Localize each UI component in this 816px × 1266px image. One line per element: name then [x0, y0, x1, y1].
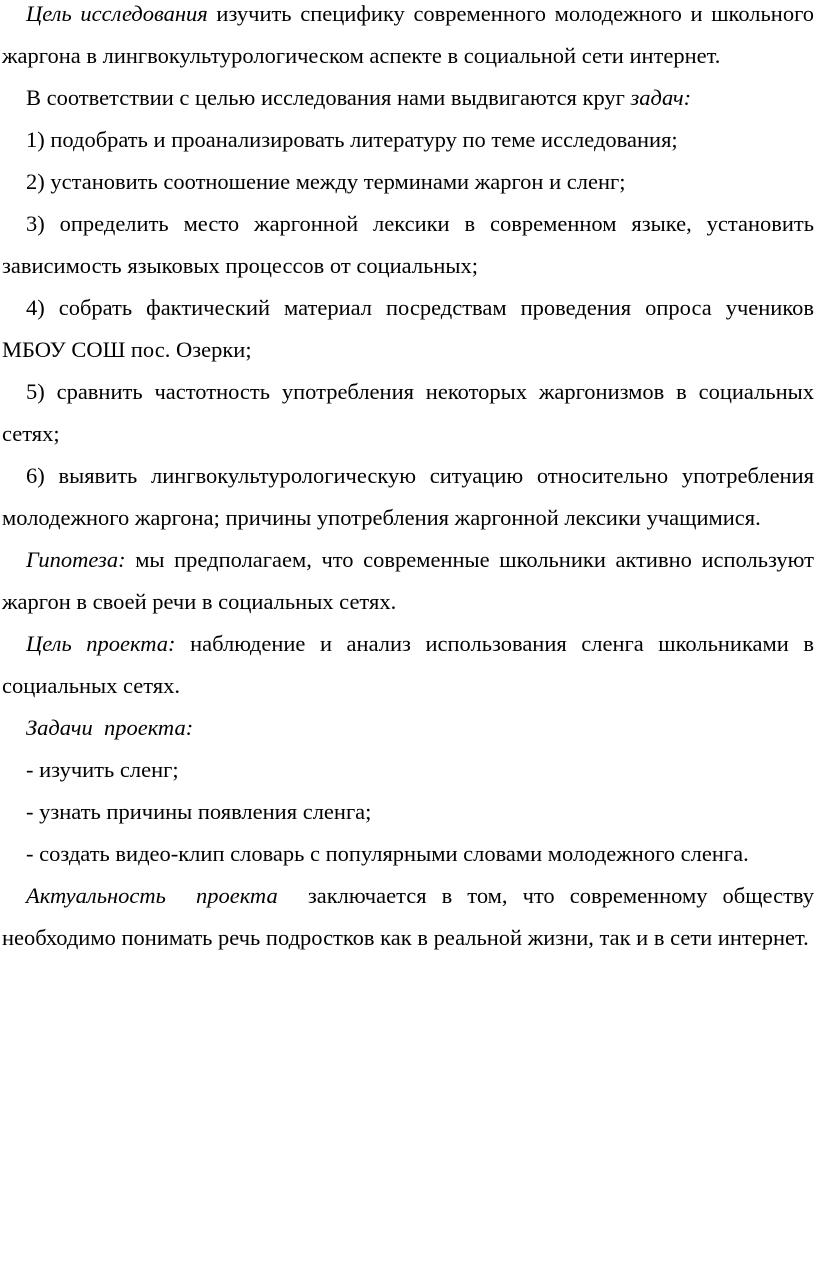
task-5-text: 5) сравнить частотность употребления некоторых жаргонизмов в социальных сетях;: [2, 379, 814, 446]
paragraph-relevance: [2, 875, 814, 959]
list-item-task-4: [2, 287, 814, 371]
task-2-text: 2) установить соотношение между терминами жаргон и сленг;: [26, 169, 626, 194]
text-research-goal: изучить специфику современного молодежного и школьного жаргона в лингвокультурологическом аспекте в социальной сети интернет.: [2, 1, 814, 68]
project-task-2-text: - узнать причины появления сленга;: [26, 799, 372, 824]
label-project-goal: Цель проекта:: [26, 631, 176, 656]
label-tasks: задач:: [630, 85, 692, 110]
paragraph-hypothesis: [2, 539, 814, 623]
list-item-project-task-2: [2, 791, 814, 833]
project-task-1-text: - изучить сленг;: [26, 757, 179, 782]
text-project-goal: наблюдение и анализ использования сленга школьниками в социальных сетях.: [2, 631, 814, 698]
label-project-tasks: Задачи проекта:: [26, 715, 194, 740]
project-task-3-text: - создать видео-клип словарь с популярными словами молодежного сленга.: [26, 841, 749, 866]
task-1-text: 1) подобрать и проанализировать литературу по теме исследования;: [26, 127, 678, 152]
text-tasks-intro: В соответствии с целью исследования нами выдвигаются круг: [26, 85, 631, 110]
paragraph-research-goal: [2, 0, 814, 77]
task-3-text: 3) определить место жаргонной лексики в современном языке, установить зависимость языковых процессов от социальных;: [2, 211, 814, 278]
label-relevance: Актуальность проекта: [26, 883, 278, 908]
text-hypothesis: мы предполагаем, что современные школьники активно используют жаргон в своей речи в социальных сетях.: [2, 547, 814, 614]
list-item-task-6: [2, 455, 814, 539]
paragraph-tasks-intro: [2, 77, 814, 119]
paragraph-project-goal: [2, 623, 814, 707]
task-6-text: 6) выявить лингвокультурологическую ситуацию относительно употребления молодежного жаргона; причины употребления жаргонной лексики учащимися.: [2, 463, 814, 530]
label-research-goal: Цель исследования: [26, 1, 208, 26]
list-item-task-2: [2, 161, 814, 203]
list-item-project-task-1: [2, 749, 814, 791]
heading-project-tasks: [2, 707, 814, 749]
list-item-task-5: [2, 371, 814, 455]
task-4-text: 4) собрать фактический материал посредствам проведения опроса учеников МБОУ СОШ пос. Озерки;: [2, 295, 814, 362]
list-item-project-task-3: [2, 833, 814, 875]
text-relevance: заключается в том, что современному обществу необходимо понимать речь подростков как в реальной жизни, так и в сети интернет.: [2, 883, 815, 950]
list-item-task-1: [2, 119, 814, 161]
label-hypothesis: Гипотеза:: [26, 547, 126, 572]
list-item-task-3: [2, 203, 814, 287]
